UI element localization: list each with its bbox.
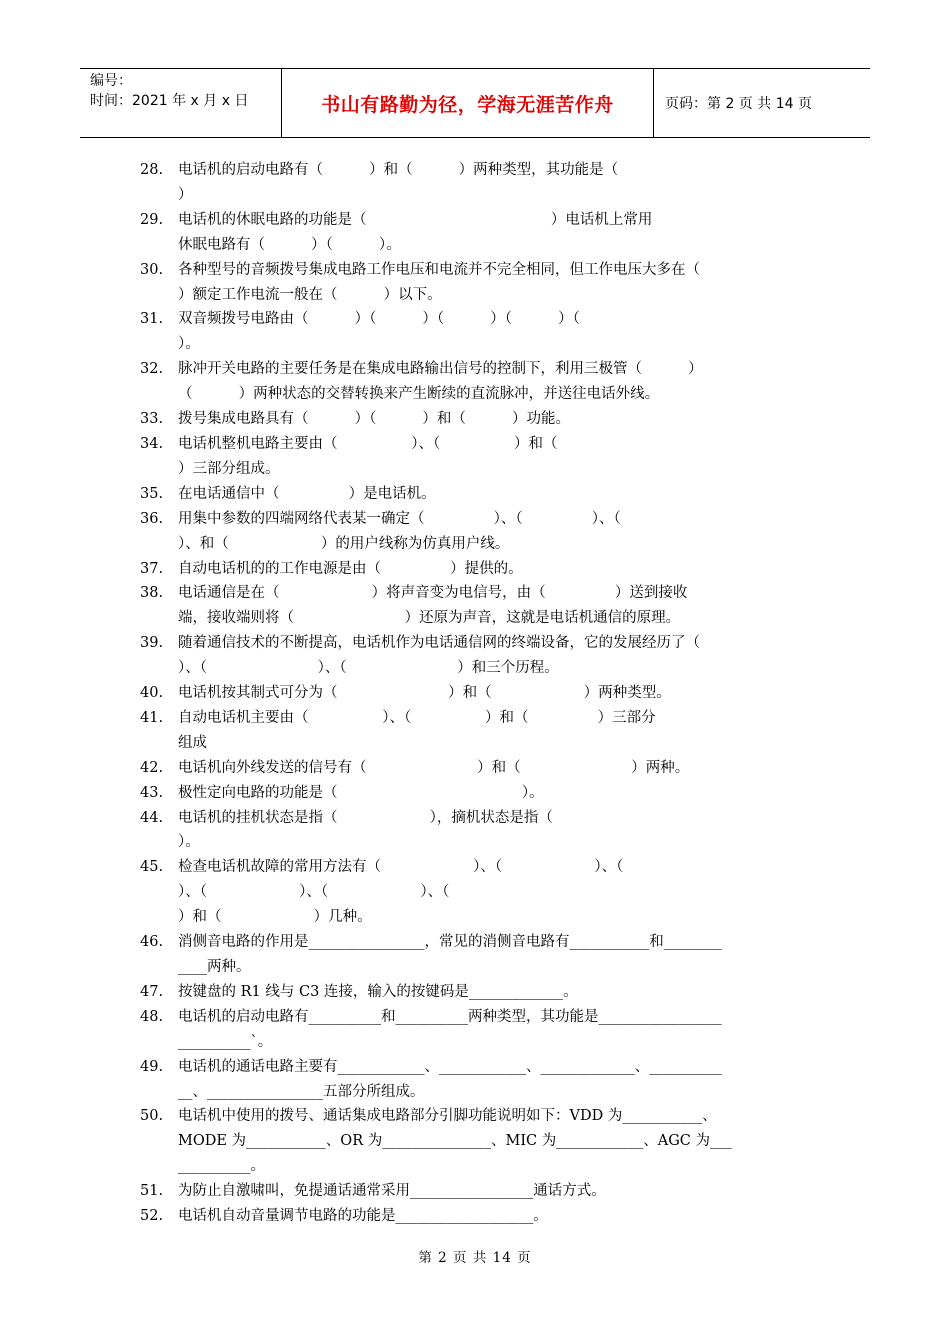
question-number: 51.	[140, 1183, 164, 1200]
question-text: 用集中参数的四端网络代表某一确定（ ）、（ ）、（ ）、和（ ）的用户线称为仿真用户线。	[178, 510, 621, 552]
question-number: 37.	[140, 560, 164, 577]
question-number: 42.	[140, 759, 164, 776]
question-item	[140, 706, 805, 756]
question-item	[140, 557, 805, 582]
header-page-cell	[654, 69, 870, 137]
question-item	[140, 806, 805, 856]
question-item	[140, 307, 805, 357]
question-item	[140, 507, 805, 557]
question-item	[140, 1204, 805, 1229]
question-text: 电话机的挂机状态是指（ ），摘机状态是指（ ）。	[178, 809, 553, 851]
question-number: 36.	[140, 510, 164, 527]
question-number: 32.	[140, 361, 164, 378]
question-number: 45.	[140, 859, 164, 876]
question-item	[140, 1179, 805, 1204]
question-item	[140, 1104, 805, 1179]
question-text: 电话机自动音量调节电路的功能是___________________。	[178, 1208, 548, 1225]
question-number: 35.	[140, 485, 164, 502]
question-number: 46.	[140, 934, 164, 951]
question-list	[140, 158, 805, 1229]
question-item	[140, 158, 805, 208]
question-text: 脉冲开关电路的主要任务是在集成电路输出信号的控制下，利用三极管（ ） （ ）两种状态的交替转换来产生断续的直流脉冲，并送往电话外线。	[178, 361, 703, 403]
question-text: 拨号集成电路具有（ ）（ ）和（ ）功能。	[178, 411, 571, 428]
question-item	[140, 1055, 805, 1105]
question-item	[140, 482, 805, 507]
question-text: 电话机中使用的拨号、通话集成电路部分引脚功能说明如下：VDD 为___________、 MODE 为___________、OR 为_______________、MIC 为____________、AGC 为___ __________。	[178, 1108, 732, 1175]
question-number: 49.	[140, 1058, 164, 1075]
question-text: 电话机整机电路主要由（ ）、（ ）和（ ）三部分组成。	[178, 435, 558, 477]
question-number: 39.	[140, 635, 164, 652]
question-item	[140, 407, 805, 432]
question-item	[140, 781, 805, 806]
question-number: 44.	[140, 809, 164, 826]
question-item	[140, 357, 805, 407]
question-text: 电话机的启动电路有（ ）和（ ）两种类型，其功能是（ ）	[178, 162, 619, 203]
motto-text: 书山有路勤为径，学海无涯苦作舟	[321, 93, 614, 116]
question-text: 电话机的通话电路主要有____________、____________、_____________、__________ __、________________五部分所组成。	[178, 1058, 722, 1100]
page-header	[80, 68, 870, 138]
question-item	[140, 756, 805, 781]
question-text: 双音频拨号电路由（ ）（ ）（ ）（ ）（ ）。	[178, 311, 580, 353]
question-item	[140, 258, 805, 308]
question-number: 31.	[140, 311, 164, 328]
question-text: 自动电话机主要由（ ）、（ ）和（ ）三部分 组成	[178, 709, 656, 751]
question-number: 40.	[140, 685, 164, 702]
question-item	[140, 681, 805, 706]
question-text: 按键盘的 R1 线与 C3 连接，输入的按键码是_____________。	[178, 983, 578, 1000]
question-item	[140, 208, 805, 258]
question-item	[140, 980, 805, 1005]
question-text: 为防止自激啸叫，免提通话通常采用_________________通话方式。	[178, 1183, 606, 1200]
question-number: 48.	[140, 1008, 164, 1025]
question-text: 电话机的休眠电路的功能是（ ）电话机上常用 休眠电路有（ ）（ ）。	[178, 211, 653, 253]
question-item	[140, 1005, 805, 1055]
question-text: 电话机按其制式可分为（ ）和（ ）两种类型。	[178, 685, 671, 702]
question-number: 52.	[140, 1208, 164, 1225]
question-number: 47.	[140, 983, 164, 1000]
footer-page-number: 第 2 页 共 14 页	[418, 1250, 532, 1266]
question-number: 41.	[140, 709, 164, 726]
question-text: 自动电话机的的工作电源是由（ ）提供的。	[178, 560, 523, 577]
question-item	[140, 432, 805, 482]
question-number: 30.	[140, 261, 164, 278]
header-left-cell	[80, 69, 282, 137]
question-text: 电话机的启动电路有__________和__________两种类型，其功能是_________________ __________`。	[178, 1008, 722, 1050]
question-text: 在电话通信中（ ）是电话机。	[178, 485, 436, 502]
page-info: 页码：第 2 页 共 14 页	[665, 96, 812, 112]
header-motto-cell	[282, 69, 654, 137]
question-number: 34.	[140, 435, 164, 452]
question-number: 33.	[140, 411, 164, 428]
question-text: 电话通信是在（ ）将声音变为电信号，由（ ）送到接收 端，接收端则将（ ）还原为声音，这就是电话机通信的原理。	[178, 585, 688, 627]
page-footer	[0, 1246, 950, 1266]
question-text: 检查电话机故障的常用方法有（ ）、（ ）、（ ）、（ ）、（ ）、（ ）和（ ）几种。	[178, 859, 624, 926]
question-item	[140, 581, 805, 631]
question-text: 随着通信技术的不断提高，电话机作为电话通信网的终端设备，它的发展经历了（ ）、（ ）、（ ）和三个历程。	[178, 635, 700, 677]
question-number: 29.	[140, 211, 164, 228]
question-text: 极性定向电路的功能是（ ）。	[178, 784, 544, 801]
question-number: 43.	[140, 784, 164, 801]
question-text: 电话机向外线发送的信号有（ ）和（ ）两种。	[178, 759, 690, 776]
question-item	[140, 930, 805, 980]
question-number: 28.	[140, 162, 164, 178]
question-number: 50.	[140, 1108, 164, 1125]
question-item	[140, 855, 805, 930]
question-item	[140, 631, 805, 681]
question-number: 38.	[140, 585, 164, 602]
question-text: 消侧音电路的作用是________________，常见的消侧音电路有___________和________ ____两种。	[178, 934, 722, 975]
code-label: 编号：	[90, 73, 132, 89]
question-text: 各种型号的音频拨号集成电路工作电压和电流并不完全相同，但工作电压大多在（ ）额定工作电流一般在（ ）以下。	[178, 261, 700, 303]
time-label: 时间：2021 年 x 月 x 日	[90, 93, 249, 109]
